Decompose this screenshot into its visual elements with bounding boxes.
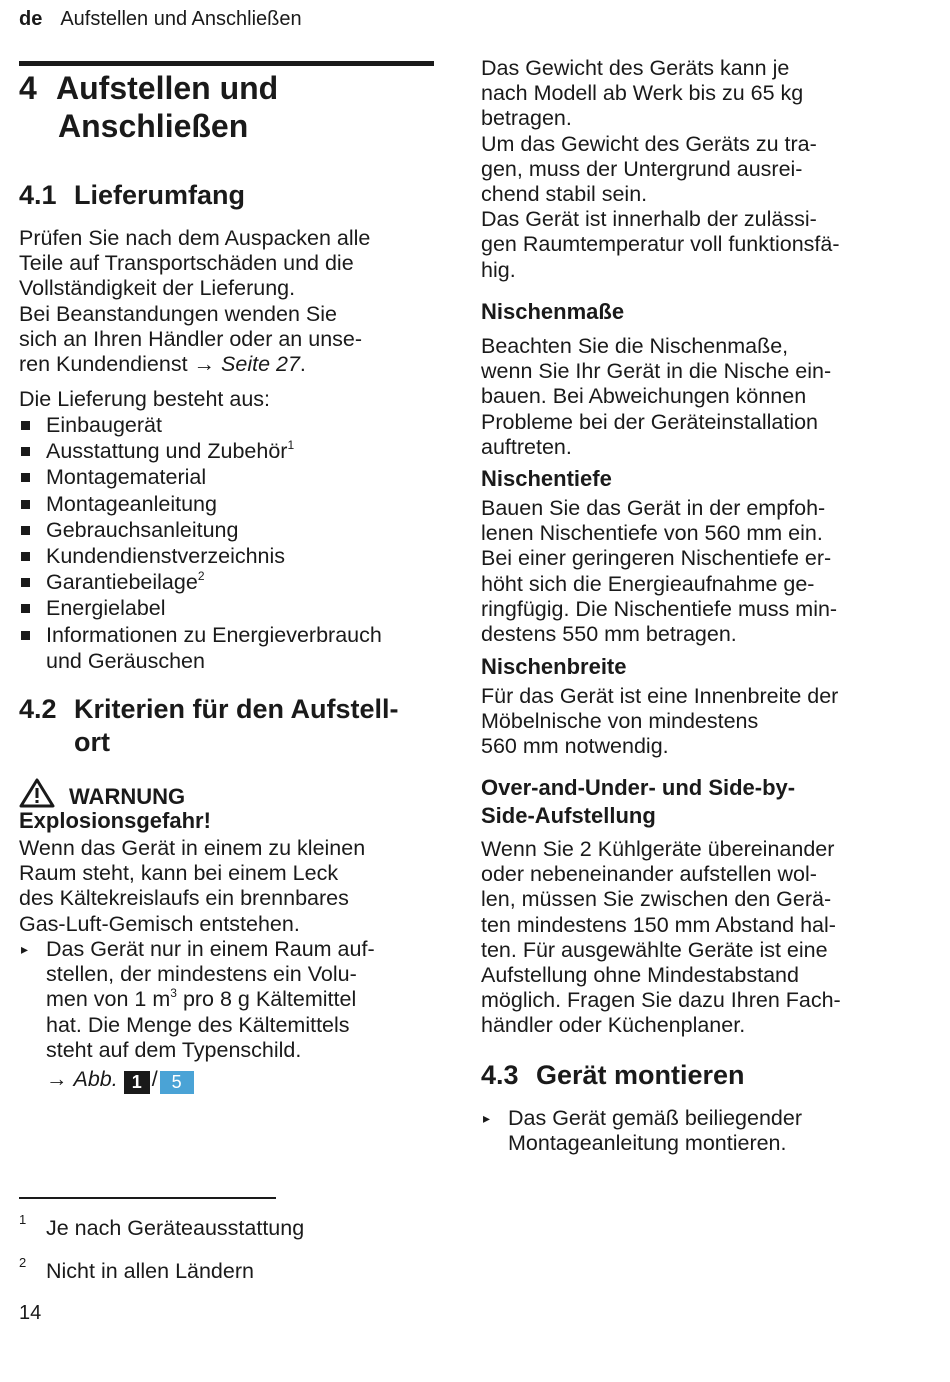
page-number: 14 bbox=[19, 1302, 42, 1324]
text-line: Möbelnische von mindestens bbox=[481, 709, 759, 734]
text-line: Raum steht, kann bei einem Leck bbox=[19, 861, 339, 886]
nischentiefe-paragraph bbox=[481, 496, 901, 647]
text-line: des Kältekreislaufs ein brennbares bbox=[19, 886, 349, 911]
language-code: de bbox=[19, 8, 43, 30]
running-header bbox=[19, 8, 302, 31]
heading-line: Over-and-Under- und Side-by- bbox=[481, 775, 796, 800]
text-line: ringfügig. Die Nischentiefe muss min- bbox=[481, 596, 838, 621]
list-item: Garantiebeilage$^2$ bbox=[19, 569, 435, 595]
text-line: ten mindestens 150 mm Abstand hal- bbox=[481, 912, 836, 937]
list-item: Energielabel bbox=[19, 595, 435, 621]
text-span: . bbox=[299, 352, 306, 377]
text-line: sich an Ihren Händler oder an unse- bbox=[19, 326, 363, 351]
text-line: Vollständigkeit der Lieferung. bbox=[19, 276, 296, 301]
text-line: len, müssen Sie zwischen den Gerä- bbox=[481, 887, 832, 912]
footnote-ref: 1 bbox=[287, 438, 295, 453]
text-line: destens 550 mm betragen. bbox=[481, 622, 737, 647]
text-line: nach Modell ab Werk bis zu 65 kg bbox=[481, 81, 804, 106]
text-line: auftreten. bbox=[481, 434, 572, 459]
chapter-rule bbox=[19, 61, 434, 66]
text-line: möglich. Fragen Sie dazu Ihren Fach- bbox=[481, 988, 841, 1013]
over-under-heading bbox=[481, 774, 795, 830]
text-line: bauen. Bei Abweichungen können bbox=[481, 384, 807, 409]
arrow-icon: → bbox=[193, 352, 216, 377]
text-line: lenen Nischentiefe von 560 mm ein. bbox=[481, 521, 823, 546]
warning-block bbox=[19, 778, 211, 835]
section-title: Lieferumfang bbox=[74, 180, 246, 210]
warning-text bbox=[19, 836, 435, 937]
chapter-number: 4 bbox=[19, 70, 37, 106]
text-line: Prüfen Sie nach dem Auspacken alle bbox=[19, 226, 371, 250]
figure-ref-label: Abb. bbox=[73, 1067, 118, 1091]
list-item: Kundendienstverzeichnis bbox=[19, 543, 435, 569]
step-marker-icon: ▸ bbox=[483, 1110, 491, 1126]
text-line: chend stabil sein. bbox=[481, 182, 648, 207]
figure-reference bbox=[46, 1067, 194, 1094]
text-line: Probleme bei der Geräteinstallation bbox=[481, 409, 819, 434]
text-line bbox=[19, 352, 435, 377]
text-line: Bei einer geringeren Nischentiefe er- bbox=[481, 546, 832, 571]
text-line: men von 1 $m^3$ pro 8 g Kältemittel bbox=[46, 986, 357, 1012]
text-line: Beachten Sie die Nischenmaße, bbox=[481, 334, 789, 358]
section-4-2-heading bbox=[19, 693, 399, 759]
text-line: Für das Gerät ist eine Innenbreite der bbox=[481, 684, 839, 708]
lieferumfang-paragraph bbox=[19, 226, 435, 377]
text-line: 560 mm notwendig. bbox=[481, 734, 669, 759]
section-4-3-heading bbox=[481, 1059, 745, 1092]
text-line: steht auf dem Typenschild. bbox=[46, 1037, 302, 1062]
text-line: oder nebeneinander aufstellen wol- bbox=[481, 862, 817, 887]
text-line: Wenn Sie 2 Kühlgeräte übereinander bbox=[481, 837, 835, 861]
text-line: Teile auf Transportschäden und die bbox=[19, 251, 354, 276]
page-link[interactable]: Seite 27 bbox=[221, 352, 300, 377]
weight-paragraph bbox=[481, 56, 901, 283]
step-marker-icon: ▸ bbox=[21, 941, 29, 957]
text-line: Montageanleitung montieren. bbox=[508, 1131, 787, 1156]
nischenmasse-heading: Nischenmaße bbox=[481, 299, 625, 324]
list-item: Montagematerial bbox=[19, 464, 435, 490]
text-line: Das Gerät nur in einem Raum auf- bbox=[46, 937, 375, 961]
list-item: Ausstattung und Zubehör$^1$ bbox=[19, 438, 435, 464]
warning-label: WARNUNG bbox=[69, 784, 186, 809]
nischenmasse-paragraph bbox=[481, 334, 901, 460]
chapter-title-line1: Aufstellen und bbox=[56, 70, 279, 106]
text-line: Das Gewicht des Geräts kann je bbox=[481, 56, 790, 80]
list-item: Montageanleitung bbox=[19, 491, 435, 517]
warning-step bbox=[19, 937, 446, 1063]
text-line: Wenn das Gerät in einem zu kleinen bbox=[19, 836, 366, 860]
list-item: Informationen zu Energieverbrauch und Geräuschen bbox=[19, 622, 435, 674]
footnote-rule bbox=[19, 1197, 276, 1199]
list-intro: Die Lieferung besteht aus: bbox=[19, 387, 270, 411]
delivery-list bbox=[19, 412, 435, 674]
chapter-title bbox=[19, 69, 278, 145]
text-line: Das Gerät gemäß beiliegender bbox=[508, 1106, 802, 1130]
section-number: 4.1 bbox=[19, 180, 57, 210]
text-line: betragen. bbox=[481, 106, 572, 131]
text-line: hat. Die Menge des Kältemittels bbox=[46, 1012, 350, 1037]
warning-triangle-icon bbox=[19, 778, 55, 808]
text-line: Gas-Luft-Gemisch entstehen. bbox=[19, 911, 300, 936]
section-title-line1: Kriterien für den Aufstell- bbox=[74, 694, 399, 724]
footnote-text: Je nach Geräteausstattung bbox=[46, 1216, 305, 1240]
footnote-text: Nicht in allen Ländern bbox=[46, 1259, 254, 1283]
text-line: Bei Beanstandungen wenden Sie bbox=[19, 301, 337, 326]
text-line: hig. bbox=[481, 257, 516, 282]
text-line: wenn Sie Ihr Gerät in die Nische ein- bbox=[481, 359, 832, 384]
text-line: gen Raumtemperatur voll funktionsfä- bbox=[481, 232, 840, 257]
section-number: 4.3 bbox=[481, 1060, 519, 1090]
section-title-line2: ort bbox=[74, 727, 110, 757]
text-line: höht sich die Energieaufnahme ge- bbox=[481, 571, 815, 596]
over-under-paragraph bbox=[481, 837, 901, 1039]
figure-5-link[interactable]: 5 bbox=[160, 1071, 194, 1094]
footnote-mark: 2 bbox=[19, 1255, 27, 1270]
figure-1-link[interactable]: 1 bbox=[124, 1071, 150, 1094]
text-span: ren Kundendienst bbox=[19, 352, 194, 377]
text-line: stellen, der mindestens ein Volu- bbox=[46, 962, 357, 987]
heading-line: Side-Aufstellung bbox=[481, 803, 656, 828]
section-title: Gerät montieren bbox=[536, 1060, 745, 1090]
text-line: gen, muss der Untergrund ausrei- bbox=[481, 156, 803, 181]
separator: / bbox=[151, 1067, 158, 1091]
text-line: Das Gerät ist innerhalb der zulässi- bbox=[481, 207, 817, 232]
text-line: händler oder Küchenplaner. bbox=[481, 1013, 746, 1038]
nischenbreite-paragraph bbox=[481, 684, 901, 760]
nischenbreite-heading: Nischenbreite bbox=[481, 654, 627, 679]
arrow-icon: → bbox=[46, 1067, 68, 1091]
list-item: Einbaugerät bbox=[19, 412, 435, 438]
chapter-title-line2: Anschließen bbox=[58, 108, 249, 144]
nischentiefe-heading: Nischentiefe bbox=[481, 466, 612, 491]
text-line: Um das Gewicht des Geräts zu tra- bbox=[481, 131, 817, 156]
footnote-ref: 2 bbox=[197, 569, 205, 584]
list-item: Gebrauchsanleitung bbox=[19, 517, 435, 543]
montage-step bbox=[481, 1106, 908, 1156]
running-title: Aufstellen und Anschließen bbox=[60, 8, 302, 30]
section-number: 4.2 bbox=[19, 694, 57, 724]
warning-title: Explosionsgefahr! bbox=[19, 808, 211, 833]
section-4-1-heading bbox=[19, 179, 245, 212]
text-line: Bauen Sie das Gerät in der empfoh- bbox=[481, 496, 826, 520]
footnote-mark: 1 bbox=[19, 1212, 27, 1227]
text-line: Aufstellung ohne Mindestabstand bbox=[481, 963, 799, 988]
text-line: ten. Für ausgewählte Geräte ist eine bbox=[481, 937, 828, 962]
